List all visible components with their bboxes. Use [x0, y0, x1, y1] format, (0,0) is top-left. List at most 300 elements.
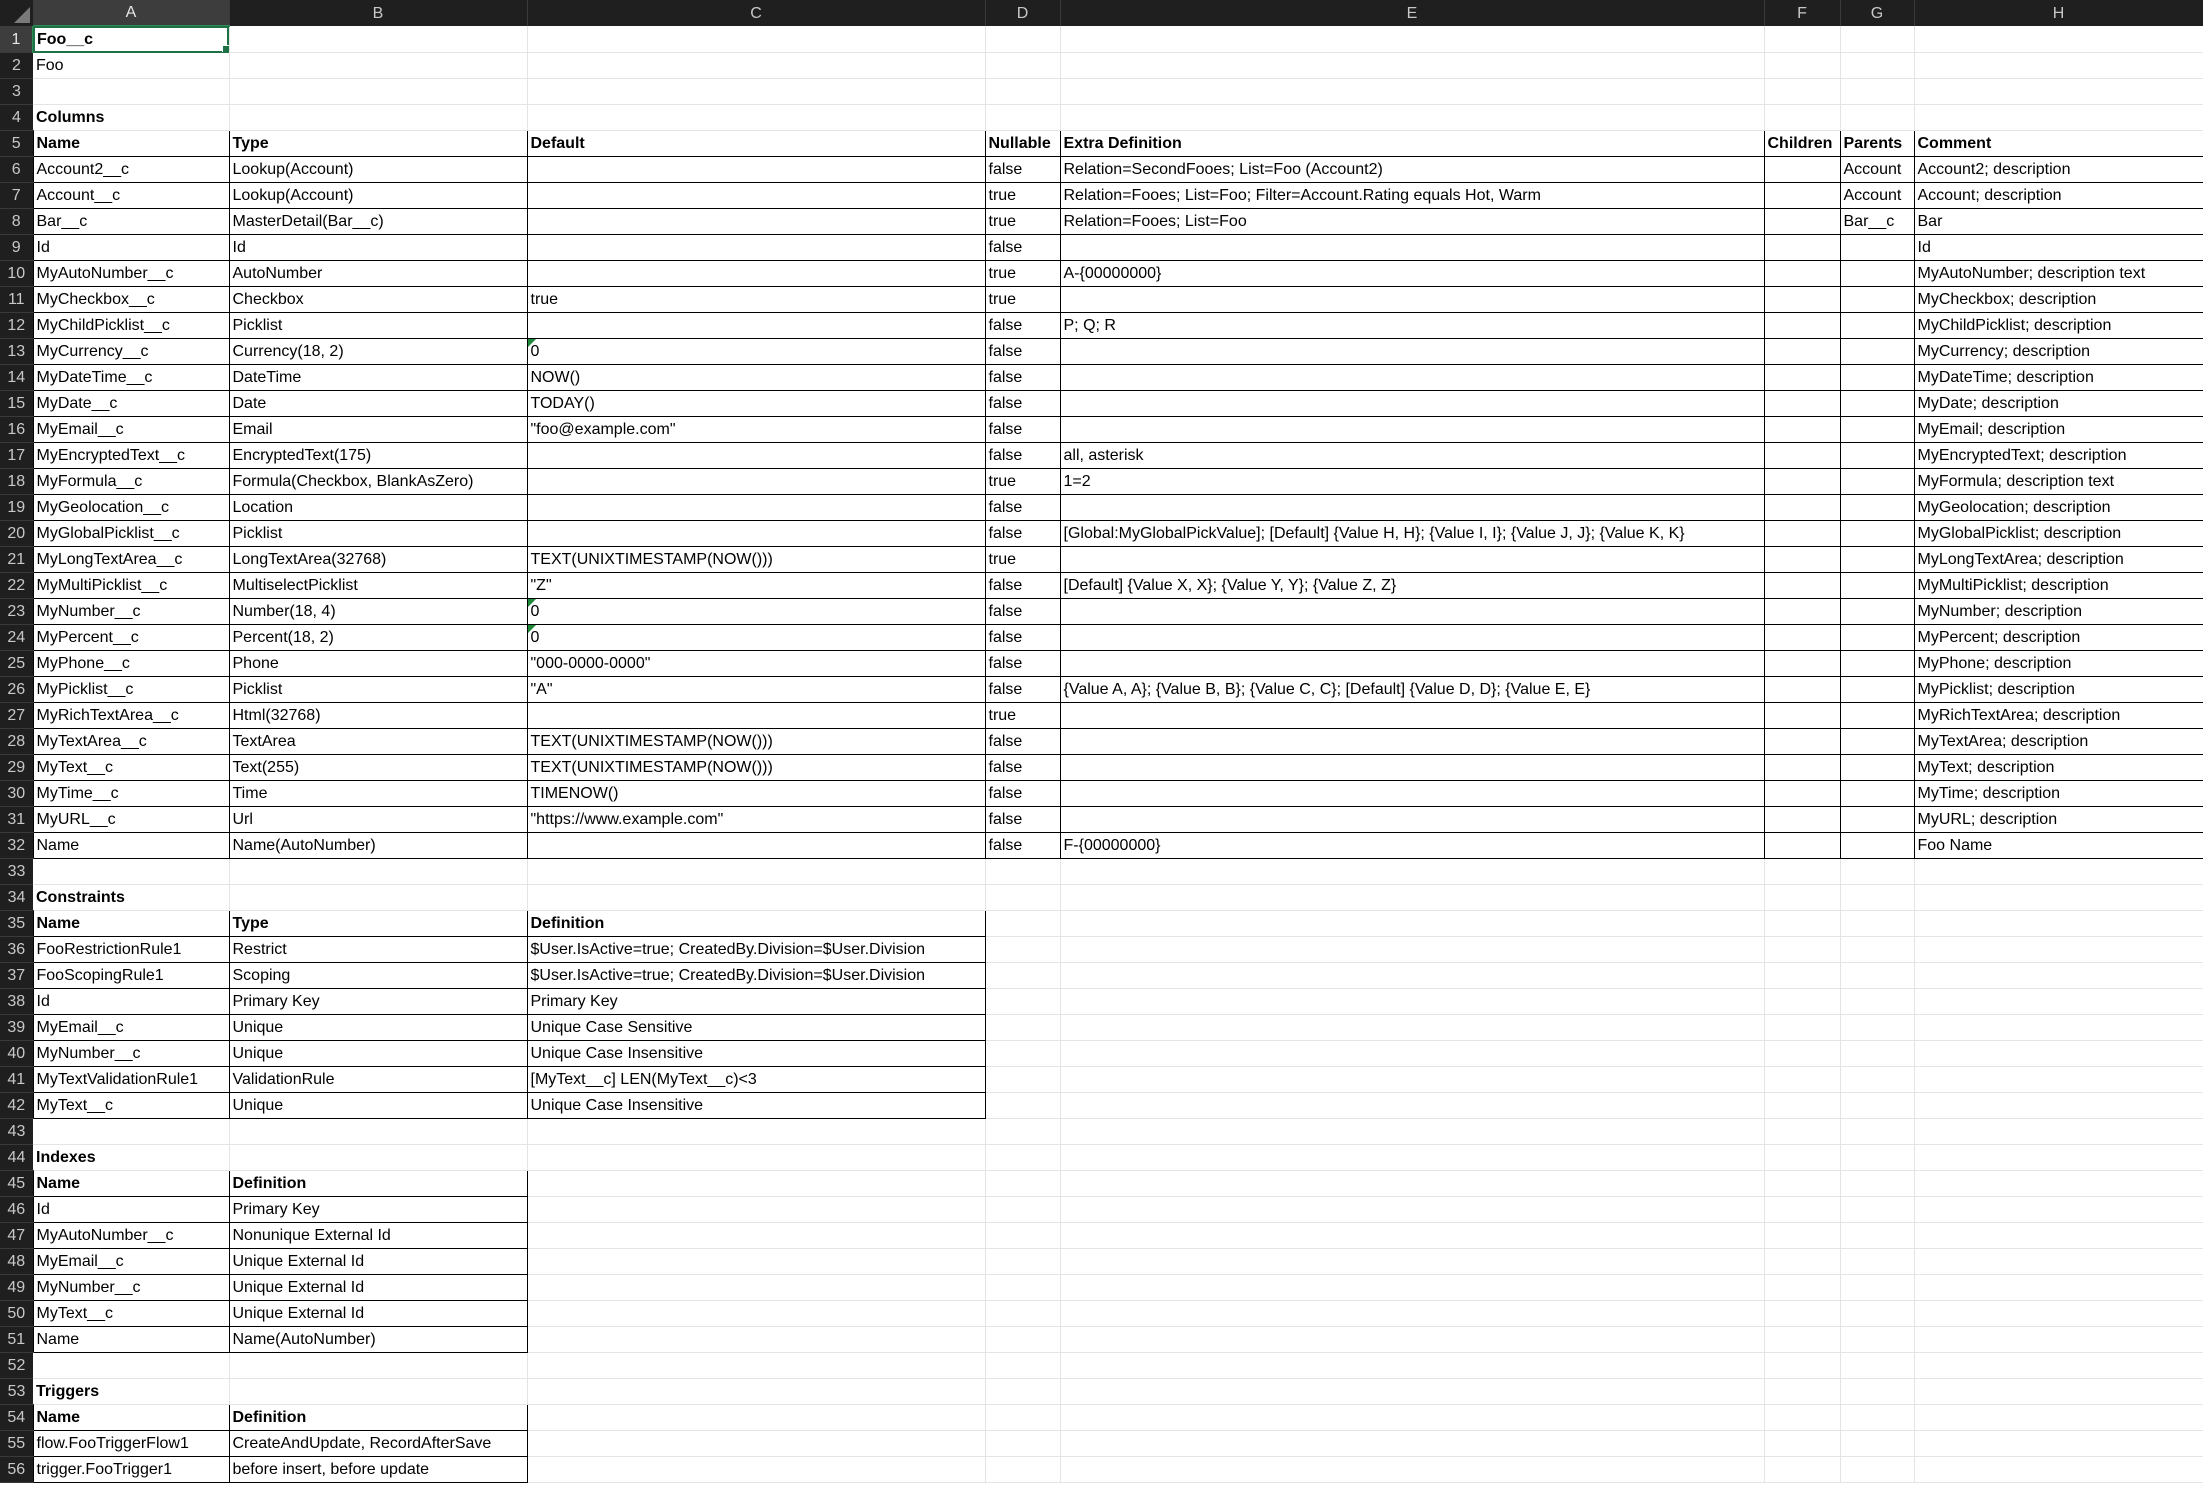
cell-a55[interactable]: flow.FooTriggerFlow1 — [33, 1431, 229, 1457]
cell-f51[interactable] — [1764, 1327, 1840, 1353]
cell-d37[interactable] — [985, 963, 1060, 989]
cell-e49[interactable] — [1060, 1275, 1764, 1301]
cell-c4[interactable] — [527, 105, 985, 131]
cell-d53[interactable] — [985, 1379, 1060, 1405]
cell-e7[interactable]: Relation=Fooes; List=Foo; Filter=Account.Rating equals Hot, Warm — [1060, 183, 1764, 209]
column-header-b[interactable]: B — [229, 0, 527, 26]
cell-a51[interactable]: Name — [33, 1327, 229, 1353]
cell-c17[interactable] — [527, 443, 985, 469]
cell-f48[interactable] — [1764, 1249, 1840, 1275]
cell-c38[interactable]: Primary Key — [527, 989, 985, 1015]
cell-c39[interactable]: Unique Case Sensitive — [527, 1015, 985, 1041]
cell-a9[interactable]: Id — [33, 235, 229, 261]
cell-c49[interactable] — [527, 1275, 985, 1301]
cell-c32[interactable] — [527, 833, 985, 859]
row-header[interactable]: 24 — [0, 625, 33, 651]
cell-h51[interactable] — [1914, 1327, 2203, 1353]
cell-g32[interactable] — [1840, 833, 1914, 859]
cell-c14[interactable]: NOW() — [527, 365, 985, 391]
cell-d5[interactable]: Nullable — [985, 131, 1060, 157]
cell-h6[interactable]: Account2; description — [1914, 157, 2203, 183]
row-header[interactable]: 35 — [0, 911, 33, 937]
cell-a56[interactable]: trigger.FooTrigger1 — [33, 1457, 229, 1483]
cell-e30[interactable] — [1060, 781, 1764, 807]
cell-c31[interactable]: "https://www.example.com" — [527, 807, 985, 833]
cell-a44[interactable]: Indexes — [33, 1145, 229, 1171]
cell-e26[interactable]: {Value A, A}; {Value B, B}; {Value C, C}; [Default] {Value D, D}; {Value E, E} — [1060, 677, 1764, 703]
cell-g39[interactable] — [1840, 1015, 1914, 1041]
cell-a19[interactable]: MyGeolocation__c — [33, 495, 229, 521]
cell-b23[interactable]: Number(18, 4) — [229, 599, 527, 625]
row-header[interactable]: 16 — [0, 417, 33, 443]
cell-h33[interactable] — [1914, 859, 2203, 885]
cell-a27[interactable]: MyRichTextArea__c — [33, 703, 229, 729]
row-header[interactable]: 22 — [0, 573, 33, 599]
cell-e43[interactable] — [1060, 1119, 1764, 1145]
cell-g42[interactable] — [1840, 1093, 1914, 1119]
cell-d12[interactable]: false — [985, 313, 1060, 339]
cell-e41[interactable] — [1060, 1067, 1764, 1093]
cell-e15[interactable] — [1060, 391, 1764, 417]
cell-d11[interactable]: true — [985, 287, 1060, 313]
cell-g7[interactable]: Account — [1840, 183, 1914, 209]
cell-f31[interactable] — [1764, 807, 1840, 833]
cell-b56[interactable]: before insert, before update — [229, 1457, 527, 1483]
cell-g44[interactable] — [1840, 1145, 1914, 1171]
cell-d20[interactable]: false — [985, 521, 1060, 547]
cell-a48[interactable]: MyEmail__c — [33, 1249, 229, 1275]
cell-a39[interactable]: MyEmail__c — [33, 1015, 229, 1041]
cell-c28[interactable]: TEXT(UNIXTIMESTAMP(NOW())) — [527, 729, 985, 755]
cell-h49[interactable] — [1914, 1275, 2203, 1301]
cell-g21[interactable] — [1840, 547, 1914, 573]
cell-h32[interactable]: Foo Name — [1914, 833, 2203, 859]
cell-h56[interactable] — [1914, 1457, 2203, 1483]
cell-d8[interactable]: true — [985, 209, 1060, 235]
cell-e1[interactable] — [1060, 26, 1764, 53]
row-header[interactable]: 32 — [0, 833, 33, 859]
cell-g9[interactable] — [1840, 235, 1914, 261]
cell-c43[interactable] — [527, 1119, 985, 1145]
cell-d17[interactable]: false — [985, 443, 1060, 469]
cell-d9[interactable]: false — [985, 235, 1060, 261]
cell-c56[interactable] — [527, 1457, 985, 1483]
cell-g56[interactable] — [1840, 1457, 1914, 1483]
cell-f10[interactable] — [1764, 261, 1840, 287]
cell-g47[interactable] — [1840, 1223, 1914, 1249]
cell-d41[interactable] — [985, 1067, 1060, 1093]
cell-f38[interactable] — [1764, 989, 1840, 1015]
cell-g38[interactable] — [1840, 989, 1914, 1015]
cell-g19[interactable] — [1840, 495, 1914, 521]
cell-a2[interactable]: Foo — [33, 53, 229, 79]
cell-c50[interactable] — [527, 1301, 985, 1327]
cell-h26[interactable]: MyPicklist; description — [1914, 677, 2203, 703]
row-header[interactable]: 42 — [0, 1093, 33, 1119]
cell-d51[interactable] — [985, 1327, 1060, 1353]
cell-b37[interactable]: Scoping — [229, 963, 527, 989]
cell-g34[interactable] — [1840, 885, 1914, 911]
cell-b20[interactable]: Picklist — [229, 521, 527, 547]
cell-f42[interactable] — [1764, 1093, 1840, 1119]
cell-f11[interactable] — [1764, 287, 1840, 313]
cell-b24[interactable]: Percent(18, 2) — [229, 625, 527, 651]
cell-b43[interactable] — [229, 1119, 527, 1145]
cell-e21[interactable] — [1060, 547, 1764, 573]
cell-g33[interactable] — [1840, 859, 1914, 885]
row-header[interactable]: 31 — [0, 807, 33, 833]
cell-g48[interactable] — [1840, 1249, 1914, 1275]
cell-h20[interactable]: MyGlobalPicklist; description — [1914, 521, 2203, 547]
cell-h38[interactable] — [1914, 989, 2203, 1015]
cell-e55[interactable] — [1060, 1431, 1764, 1457]
cell-e5[interactable]: Extra Definition — [1060, 131, 1764, 157]
cell-f39[interactable] — [1764, 1015, 1840, 1041]
cell-h4[interactable] — [1914, 105, 2203, 131]
cell-d26[interactable]: false — [985, 677, 1060, 703]
cell-f33[interactable] — [1764, 859, 1840, 885]
cell-g18[interactable] — [1840, 469, 1914, 495]
cell-e14[interactable] — [1060, 365, 1764, 391]
row-header[interactable]: 1 — [0, 26, 33, 53]
cell-c30[interactable]: TIMENOW() — [527, 781, 985, 807]
cell-c7[interactable] — [527, 183, 985, 209]
cell-b35[interactable]: Type — [229, 911, 527, 937]
cell-c44[interactable] — [527, 1145, 985, 1171]
cell-c6[interactable] — [527, 157, 985, 183]
row-header[interactable]: 10 — [0, 261, 33, 287]
cell-b21[interactable]: LongTextArea(32768) — [229, 547, 527, 573]
cell-e51[interactable] — [1060, 1327, 1764, 1353]
cell-b38[interactable]: Primary Key — [229, 989, 527, 1015]
row-header[interactable]: 38 — [0, 989, 33, 1015]
cell-e31[interactable] — [1060, 807, 1764, 833]
cell-d55[interactable] — [985, 1431, 1060, 1457]
cell-d15[interactable]: false — [985, 391, 1060, 417]
cell-a30[interactable]: MyTime__c — [33, 781, 229, 807]
cell-b17[interactable]: EncryptedText(175) — [229, 443, 527, 469]
cell-h12[interactable]: MyChildPicklist; description — [1914, 313, 2203, 339]
cell-f35[interactable] — [1764, 911, 1840, 937]
cell-f45[interactable] — [1764, 1171, 1840, 1197]
cell-d52[interactable] — [985, 1353, 1060, 1379]
row-header[interactable]: 13 — [0, 339, 33, 365]
cell-e40[interactable] — [1060, 1041, 1764, 1067]
cell-g1[interactable] — [1840, 26, 1914, 53]
cell-d2[interactable] — [985, 53, 1060, 79]
cell-d23[interactable]: false — [985, 599, 1060, 625]
cell-h17[interactable]: MyEncryptedText; description — [1914, 443, 2203, 469]
cell-g41[interactable] — [1840, 1067, 1914, 1093]
cell-f2[interactable] — [1764, 53, 1840, 79]
cell-g3[interactable] — [1840, 79, 1914, 105]
cell-f29[interactable] — [1764, 755, 1840, 781]
cell-g53[interactable] — [1840, 1379, 1914, 1405]
cell-a15[interactable]: MyDate__c — [33, 391, 229, 417]
cell-d35[interactable] — [985, 911, 1060, 937]
cell-g36[interactable] — [1840, 937, 1914, 963]
cell-f7[interactable] — [1764, 183, 1840, 209]
cell-d40[interactable] — [985, 1041, 1060, 1067]
cell-d3[interactable] — [985, 79, 1060, 105]
cell-g15[interactable] — [1840, 391, 1914, 417]
cell-g43[interactable] — [1840, 1119, 1914, 1145]
cell-c22[interactable]: "Z" — [527, 573, 985, 599]
cell-d47[interactable] — [985, 1223, 1060, 1249]
cell-d33[interactable] — [985, 859, 1060, 885]
cell-e8[interactable]: Relation=Fooes; List=Foo — [1060, 209, 1764, 235]
cell-e53[interactable] — [1060, 1379, 1764, 1405]
column-header-h[interactable]: H — [1914, 0, 2203, 26]
cell-b40[interactable]: Unique — [229, 1041, 527, 1067]
cell-g51[interactable] — [1840, 1327, 1914, 1353]
cell-g14[interactable] — [1840, 365, 1914, 391]
cell-b26[interactable]: Picklist — [229, 677, 527, 703]
cell-a13[interactable]: MyCurrency__c — [33, 339, 229, 365]
cell-g24[interactable] — [1840, 625, 1914, 651]
cell-e4[interactable] — [1060, 105, 1764, 131]
cell-f53[interactable] — [1764, 1379, 1840, 1405]
cell-c53[interactable] — [527, 1379, 985, 1405]
cell-e2[interactable] — [1060, 53, 1764, 79]
cell-b3[interactable] — [229, 79, 527, 105]
cell-a45[interactable]: Name — [33, 1171, 229, 1197]
cell-d13[interactable]: false — [985, 339, 1060, 365]
row-header[interactable]: 20 — [0, 521, 33, 547]
cell-e46[interactable] — [1060, 1197, 1764, 1223]
cell-f16[interactable] — [1764, 417, 1840, 443]
cell-a41[interactable]: MyTextValidationRule1 — [33, 1067, 229, 1093]
cell-h31[interactable]: MyURL; description — [1914, 807, 2203, 833]
row-header[interactable]: 29 — [0, 755, 33, 781]
row-header[interactable]: 6 — [0, 157, 33, 183]
cell-h34[interactable] — [1914, 885, 2203, 911]
cell-b7[interactable]: Lookup(Account) — [229, 183, 527, 209]
cell-d34[interactable] — [985, 885, 1060, 911]
row-header[interactable]: 48 — [0, 1249, 33, 1275]
cell-b22[interactable]: MultiselectPicklist — [229, 573, 527, 599]
cell-a50[interactable]: MyText__c — [33, 1301, 229, 1327]
cell-d36[interactable] — [985, 937, 1060, 963]
cell-g50[interactable] — [1840, 1301, 1914, 1327]
cell-f26[interactable] — [1764, 677, 1840, 703]
cell-f43[interactable] — [1764, 1119, 1840, 1145]
cell-b45[interactable]: Definition — [229, 1171, 527, 1197]
cell-f19[interactable] — [1764, 495, 1840, 521]
cell-d6[interactable]: false — [985, 157, 1060, 183]
cell-d45[interactable] — [985, 1171, 1060, 1197]
cell-a7[interactable]: Account__c — [33, 183, 229, 209]
cell-f21[interactable] — [1764, 547, 1840, 573]
cell-h11[interactable]: MyCheckbox; description — [1914, 287, 2203, 313]
cell-b42[interactable]: Unique — [229, 1093, 527, 1119]
cell-e20[interactable]: [Global:MyGlobalPickValue]; [Default] {Value H, H}; {Value I, I}; {Value J, J}; {Value K, K} — [1060, 521, 1764, 547]
cell-e29[interactable] — [1060, 755, 1764, 781]
cell-a4[interactable]: Columns — [33, 105, 229, 131]
cell-g37[interactable] — [1840, 963, 1914, 989]
cell-b47[interactable]: Nonunique External Id — [229, 1223, 527, 1249]
cell-a3[interactable] — [33, 79, 229, 105]
cell-a10[interactable]: MyAutoNumber__c — [33, 261, 229, 287]
cell-h15[interactable]: MyDate; description — [1914, 391, 2203, 417]
row-header[interactable]: 26 — [0, 677, 33, 703]
cell-e18[interactable]: 1=2 — [1060, 469, 1764, 495]
cell-a33[interactable] — [33, 859, 229, 885]
cell-g5[interactable]: Parents — [1840, 131, 1914, 157]
row-header[interactable]: 50 — [0, 1301, 33, 1327]
cell-f9[interactable] — [1764, 235, 1840, 261]
cell-h2[interactable] — [1914, 53, 2203, 79]
row-header[interactable]: 34 — [0, 885, 33, 911]
cell-d24[interactable]: false — [985, 625, 1060, 651]
cell-b46[interactable]: Primary Key — [229, 1197, 527, 1223]
cell-b31[interactable]: Url — [229, 807, 527, 833]
cell-f47[interactable] — [1764, 1223, 1840, 1249]
row-header[interactable]: 15 — [0, 391, 33, 417]
cell-e24[interactable] — [1060, 625, 1764, 651]
cell-e35[interactable] — [1060, 911, 1764, 937]
cell-h35[interactable] — [1914, 911, 2203, 937]
row-header[interactable]: 3 — [0, 79, 33, 105]
cell-c12[interactable] — [527, 313, 985, 339]
cell-a42[interactable]: MyText__c — [33, 1093, 229, 1119]
cell-h25[interactable]: MyPhone; description — [1914, 651, 2203, 677]
cell-f15[interactable] — [1764, 391, 1840, 417]
cell-b4[interactable] — [229, 105, 527, 131]
cell-d38[interactable] — [985, 989, 1060, 1015]
cell-e27[interactable] — [1060, 703, 1764, 729]
cell-h5[interactable]: Comment — [1914, 131, 2203, 157]
cell-h22[interactable]: MyMultiPicklist; description — [1914, 573, 2203, 599]
cell-f56[interactable] — [1764, 1457, 1840, 1483]
cell-g22[interactable] — [1840, 573, 1914, 599]
cell-b8[interactable]: MasterDetail(Bar__c) — [229, 209, 527, 235]
cell-h3[interactable] — [1914, 79, 2203, 105]
cell-b15[interactable]: Date — [229, 391, 527, 417]
cell-c45[interactable] — [527, 1171, 985, 1197]
cell-h46[interactable] — [1914, 1197, 2203, 1223]
cell-c47[interactable] — [527, 1223, 985, 1249]
cell-h19[interactable]: MyGeolocation; description — [1914, 495, 2203, 521]
cell-g26[interactable] — [1840, 677, 1914, 703]
cell-c9[interactable] — [527, 235, 985, 261]
cell-a28[interactable]: MyTextArea__c — [33, 729, 229, 755]
cell-g35[interactable] — [1840, 911, 1914, 937]
cell-c13[interactable]: 0 — [527, 339, 985, 365]
cell-f1[interactable] — [1764, 26, 1840, 53]
cell-e33[interactable] — [1060, 859, 1764, 885]
cell-h36[interactable] — [1914, 937, 2203, 963]
cell-b39[interactable]: Unique — [229, 1015, 527, 1041]
row-header[interactable]: 28 — [0, 729, 33, 755]
cell-g55[interactable] — [1840, 1431, 1914, 1457]
cell-e50[interactable] — [1060, 1301, 1764, 1327]
cell-g20[interactable] — [1840, 521, 1914, 547]
cell-g31[interactable] — [1840, 807, 1914, 833]
cell-h1[interactable] — [1914, 26, 2203, 53]
cell-a1[interactable] — [33, 26, 229, 53]
cell-c29[interactable]: TEXT(UNIXTIMESTAMP(NOW())) — [527, 755, 985, 781]
cell-h30[interactable]: MyTime; description — [1914, 781, 2203, 807]
cell-a38[interactable]: Id — [33, 989, 229, 1015]
cell-h8[interactable]: Bar — [1914, 209, 2203, 235]
cell-a31[interactable]: MyURL__c — [33, 807, 229, 833]
cell-a22[interactable]: MyMultiPicklist__c — [33, 573, 229, 599]
cell-h37[interactable] — [1914, 963, 2203, 989]
row-header[interactable]: 46 — [0, 1197, 33, 1223]
cell-h28[interactable]: MyTextArea; description — [1914, 729, 2203, 755]
row-header[interactable]: 21 — [0, 547, 33, 573]
cell-f20[interactable] — [1764, 521, 1840, 547]
cell-d7[interactable]: true — [985, 183, 1060, 209]
cell-g49[interactable] — [1840, 1275, 1914, 1301]
cell-a53[interactable]: Triggers — [33, 1379, 229, 1405]
cell-b10[interactable]: AutoNumber — [229, 261, 527, 287]
cell-h21[interactable]: MyLongTextArea; description — [1914, 547, 2203, 573]
cell-a17[interactable]: MyEncryptedText__c — [33, 443, 229, 469]
cell-e39[interactable] — [1060, 1015, 1764, 1041]
cell-d28[interactable]: false — [985, 729, 1060, 755]
cell-f22[interactable] — [1764, 573, 1840, 599]
cell-g52[interactable] — [1840, 1353, 1914, 1379]
row-header[interactable]: 17 — [0, 443, 33, 469]
cell-a8[interactable]: Bar__c — [33, 209, 229, 235]
column-header-g[interactable]: G — [1840, 0, 1914, 26]
cell-b27[interactable]: Html(32768) — [229, 703, 527, 729]
cell-c18[interactable] — [527, 469, 985, 495]
cell-h14[interactable]: MyDateTime; description — [1914, 365, 2203, 391]
cell-f4[interactable] — [1764, 105, 1840, 131]
row-header[interactable]: 51 — [0, 1327, 33, 1353]
cell-c26[interactable]: "A" — [527, 677, 985, 703]
row-header[interactable]: 47 — [0, 1223, 33, 1249]
column-header-e[interactable]: E — [1060, 0, 1764, 26]
cell-d54[interactable] — [985, 1405, 1060, 1431]
cell-d21[interactable]: true — [985, 547, 1060, 573]
cell-a52[interactable] — [33, 1353, 229, 1379]
cell-c20[interactable] — [527, 521, 985, 547]
cell-b34[interactable] — [229, 885, 527, 911]
cell-a49[interactable]: MyNumber__c — [33, 1275, 229, 1301]
cell-h53[interactable] — [1914, 1379, 2203, 1405]
cell-g6[interactable]: Account — [1840, 157, 1914, 183]
row-header[interactable]: 12 — [0, 313, 33, 339]
cell-c55[interactable] — [527, 1431, 985, 1457]
cell-b33[interactable] — [229, 859, 527, 885]
row-header[interactable]: 5 — [0, 131, 33, 157]
cell-e17[interactable]: all, asterisk — [1060, 443, 1764, 469]
cell-c34[interactable] — [527, 885, 985, 911]
cell-h55[interactable] — [1914, 1431, 2203, 1457]
cell-h13[interactable]: MyCurrency; description — [1914, 339, 2203, 365]
column-header-a[interactable]: A — [33, 0, 229, 26]
cell-h29[interactable]: MyText; description — [1914, 755, 2203, 781]
cell-b50[interactable]: Unique External Id — [229, 1301, 527, 1327]
cell-h27[interactable]: MyRichTextArea; description — [1914, 703, 2203, 729]
cell-c27[interactable] — [527, 703, 985, 729]
cell-c54[interactable] — [527, 1405, 985, 1431]
cell-b54[interactable]: Definition — [229, 1405, 527, 1431]
row-header[interactable]: 23 — [0, 599, 33, 625]
cell-f46[interactable] — [1764, 1197, 1840, 1223]
cell-g40[interactable] — [1840, 1041, 1914, 1067]
row-header[interactable]: 4 — [0, 105, 33, 131]
cell-a26[interactable]: MyPicklist__c — [33, 677, 229, 703]
cell-f13[interactable] — [1764, 339, 1840, 365]
cell-e52[interactable] — [1060, 1353, 1764, 1379]
row-header[interactable]: 49 — [0, 1275, 33, 1301]
cell-f5[interactable]: Children — [1764, 131, 1840, 157]
